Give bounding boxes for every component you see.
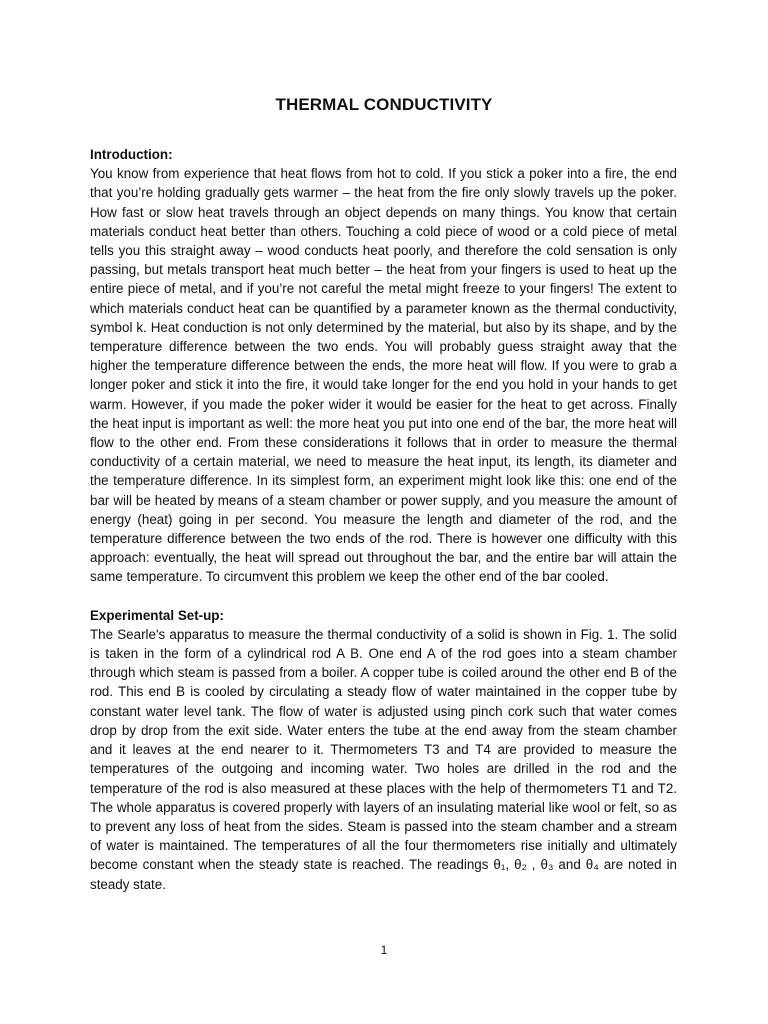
section-heading-introduction: Introduction:: [90, 147, 173, 162]
section-introduction: [90, 145, 677, 587]
section-spacer: [90, 587, 677, 606]
section-experimental-setup: [90, 606, 677, 894]
document-title: THERMAL CONDUCTIVITY: [275, 95, 493, 114]
document-body: [90, 145, 677, 894]
section-paragraph-introduction: You know from experience that heat flows from hot to cold. If you stick a poker into a fire, the end that you’re holding gradually gets warmer – the heat from the fire only slowly travels up the poker. How fast or slow heat travels through an object depends on many things. You know that certain materials conduct heat better than others. Touching a cold piece of wood or a cold piece of metal tells you this straight away – wood conducts heat poorly, and therefore the cold sensation is only passing, but metals transport heat much better – the heat from your fingers is used to heat up the entire piece of metal, and if you’re not careful the metal might freeze to your fingers! The extent to which materials conduct heat can be quantified by a parameter known as the thermal conductivity, symbol k. Heat conduction is not only determined by the material, but also by its shape, and by the temperature difference between the two ends. You will probably guess straight away that the higher the temperature difference between the ends, the more heat will flow. If you were to grab a longer poker and stick it into the fire, it would take longer for the end you hold in your hands to get warm. However, if you made the poker wider it would be easier for the heat to get across. Finally the heat input is important as well: the more heat you put into one end of the bar, the more heat will flow to the other end. From these considerations it follows that in order to measure the thermal conductivity of a certain material, we need to measure the heat input, its length, its diameter and the temperature difference. In its simplest form, an experiment might look like this: one end of the bar will be heated by means of a steam chamber or power supply, and you measure the amount of energy (heat) going in per second. You measure the length and diameter of the rod, and the temperature difference between the two ends of the rod. There is however one difficulty with this approach: eventually, the heat will spread out throughout the bar, and the entire bar will attain the same temperature. To circumvent this problem we keep the other end of the bar cooled.: [90, 166, 677, 585]
section-heading-experimental-setup: Experimental Set-up:: [90, 607, 224, 623]
page-number: 1: [380, 943, 388, 957]
section-paragraph-experimental-setup: The Searle's apparatus to measure the thermal conductivity of a solid is shown in Fig. 1. The solid is taken in the form of a cylindrical rod A B. One end A of the rod goes into a steam chamber through which steam is passed from a boiler. A copper tube is coiled around the other end B of the rod. This end B is cooled by circulating a steady flow of water maintained in the copper tube by constant water level tank. The flow of water is adjusted using pinch cork such that water comes drop by drop from the exit side. Water enters the tube at the end away from the steam chamber and it leaves at the end nearer to it. Thermometers T3 and T4 are provided to measure the temperatures of the outgoing and incoming water. Two holes are drilled in the rod and the temperature of the rod is also measured at these places with the help of thermometers T1 and T2. The whole apparatus is covered properly with layers of an insulating material like wool or felt, so as to prevent any loss of heat from the sides. Steam is passed into the steam chamber and a stream of water is maintained. The temperatures of all the four thermometers rise initially and ultimately become constant when the steady state is reached. The readings θ₁, θ₂ , θ₃ and θ₄ are noted in steady state.: [90, 626, 677, 892]
